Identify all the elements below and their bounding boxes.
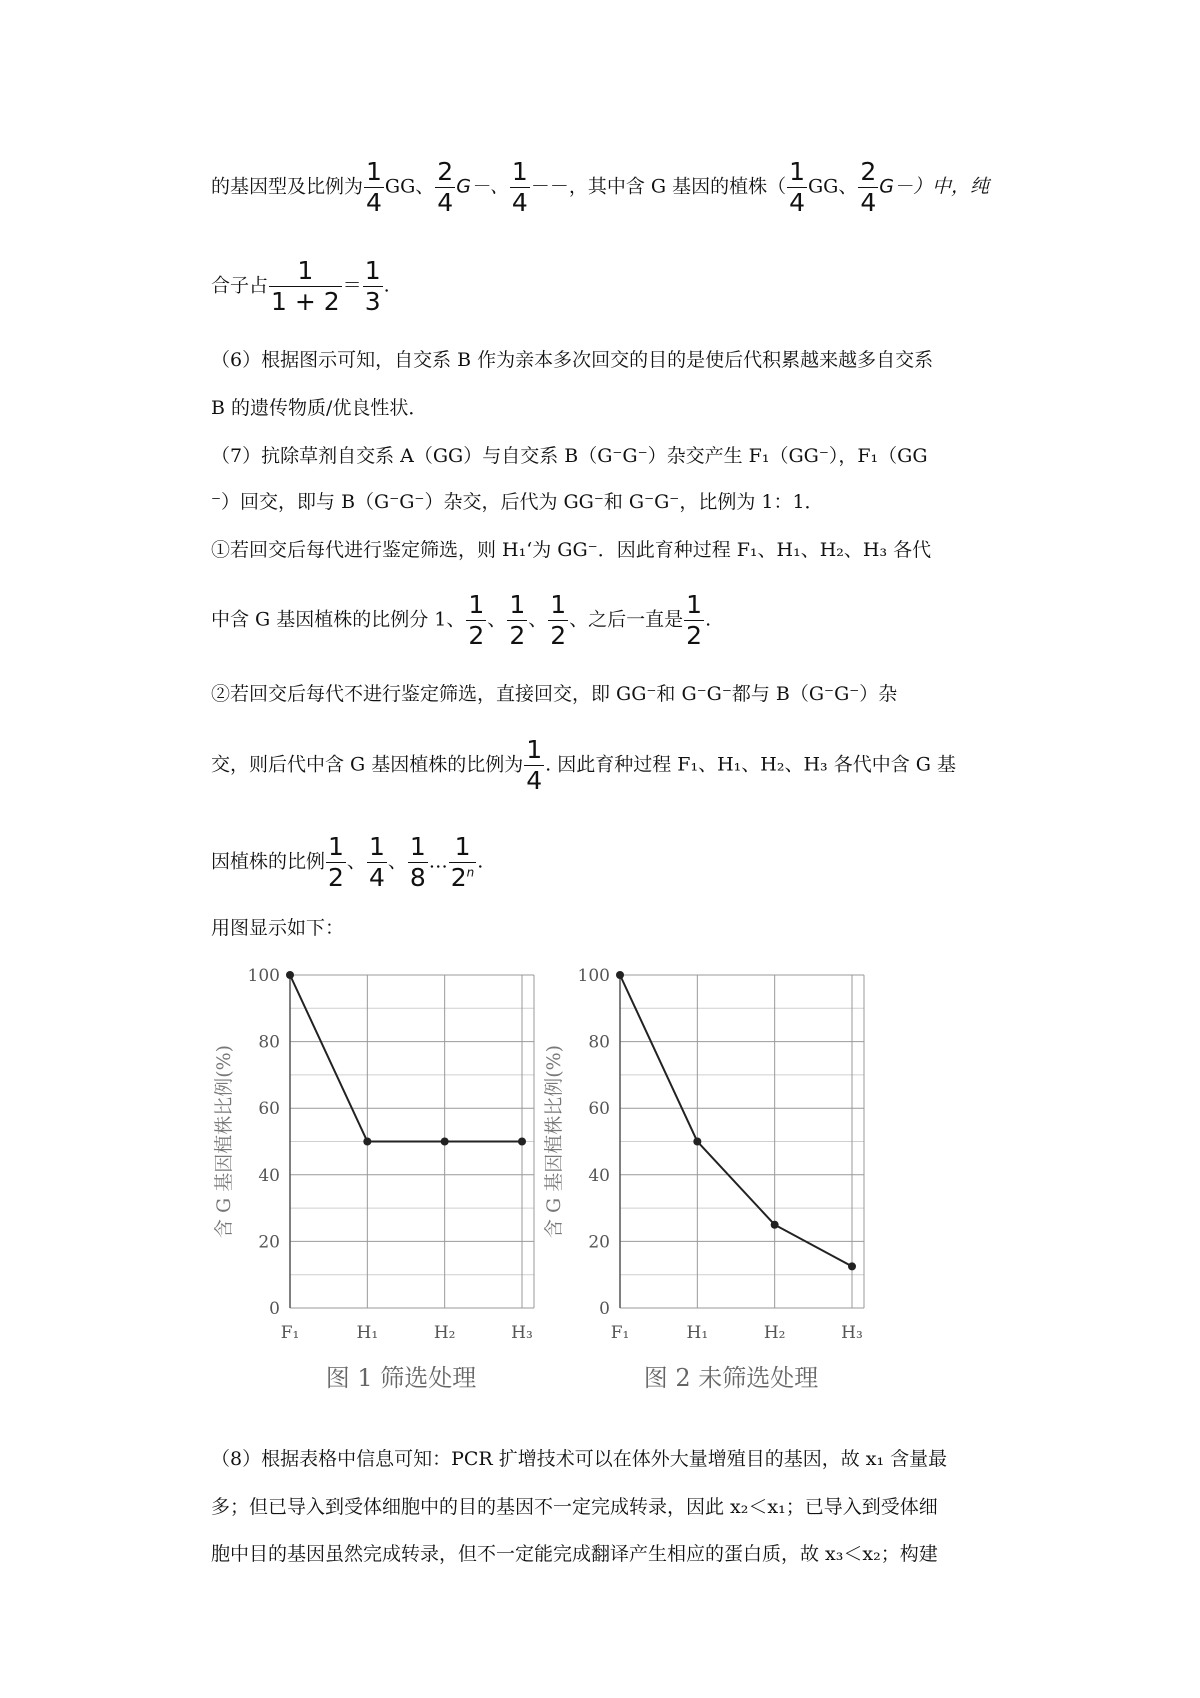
x-tick-label: F₁ (610, 1323, 630, 1343)
x-tick-label: H₃ (841, 1323, 863, 1343)
y-axis-label: 含 G 基因植株比例(%) (543, 1044, 565, 1239)
y-tick-label: 60 (258, 1099, 280, 1120)
text: 合子占 (211, 274, 269, 297)
x-tick-label: H₂ (763, 1323, 786, 1343)
text-line-11 (211, 832, 483, 893)
y-tick-label: 100 (247, 966, 280, 986)
y-tick-label: 0 (599, 1299, 610, 1319)
data-point (693, 1138, 701, 1146)
text: 、 (528, 608, 548, 631)
fraction: $\frac{1}{4}$ (368, 832, 385, 892)
data-point (771, 1221, 779, 1229)
chart-title: 图 2 未筛选处理 (643, 1364, 819, 1392)
text-line-12: 用图显示如下： (211, 917, 345, 939)
text: G－、 (456, 175, 509, 198)
y-tick-label: 80 (258, 1032, 280, 1053)
fraction: $\frac{1}{2}$ (468, 590, 485, 650)
data-point (616, 971, 624, 979)
fraction: $\frac{1}{2}$ (686, 590, 703, 650)
data-point (286, 971, 294, 979)
text-line-14: 多；但已导入到受体细胞中的目的基因不一定完成转录，因此 x₂＜x₁；已导入到受体细 (211, 1496, 938, 1518)
text: 、 (487, 608, 507, 631)
chart-1 (213, 966, 534, 1392)
chart-title: 图 1 筛选处理 (325, 1364, 477, 1392)
fraction: $\frac{1}{1 + 2}$ (271, 256, 340, 316)
fraction: $\frac{1}{3}$ (364, 256, 381, 316)
charts-figure (205, 955, 885, 1425)
text-line-3: （6）根据图示可知，自交系 B 作为亲本多次回交的目的是使后代积累越来越多自交系 (211, 349, 934, 371)
fraction: $\frac{1}{2}$ (328, 832, 344, 892)
text-line-2 (211, 256, 390, 317)
text: … (428, 850, 448, 873)
text-line-7: ①若回交后每代进行鉴定筛选，则 H₁‘为 GG⁻．因此育种过程 F₁、H₁、H₂、H₃ 各代 (211, 539, 932, 561)
text-line-8 (211, 590, 711, 651)
x-tick-label: H₁ (356, 1323, 379, 1343)
data-point (441, 1138, 449, 1146)
text-line-5: （7）抗除草剂自交系 A（GG）与自交系 B（G⁻G⁻）杂交产生 F₁（GG⁻），F₁（GG (211, 445, 928, 467)
text: GG、 (384, 175, 435, 198)
text: 中含 G 基因植株的比例分 1、 (211, 608, 466, 631)
y-tick-label: 20 (588, 1232, 610, 1253)
text: 、之后一直是 (569, 608, 684, 631)
fraction: $\frac{1}{2}$ (550, 590, 567, 650)
text: . 因此育种过程 F₁、H₁、H₂、H₃ 各代中含 G 基 (545, 753, 956, 776)
text-line-4: B 的遗传物质/优良性状． (211, 397, 428, 419)
data-point (518, 1138, 526, 1146)
series-line (620, 975, 852, 1266)
text: . (383, 274, 390, 297)
text: 的基因型及比例为 (211, 175, 364, 198)
text: G－）中，纯 (879, 175, 989, 198)
text-line-13: （8）根据表格中信息可知：PCR 扩增技术可以在体外大量增殖目的基因，故 x₁ 含量最 (211, 1448, 948, 1470)
fraction: $\frac{1}{2^n}$ (450, 832, 475, 892)
y-axis-label: 含 G 基因植株比例(%) (213, 1044, 235, 1239)
fraction: $\frac{2}{4}$ (860, 157, 877, 217)
fraction: $\frac{1}{4}$ (789, 157, 805, 217)
data-point (848, 1262, 856, 1270)
text-line-9: ②若回交后每代不进行鉴定筛选，直接回交，即 GG⁻和 G⁻G⁻都与 B（G⁻G⁻）杂 (211, 683, 898, 705)
text: 因植株的比例 (211, 850, 326, 873)
text: －－，其中含 G 基因的植株（ (530, 175, 787, 198)
y-tick-label: 40 (588, 1165, 610, 1186)
text: . (477, 850, 484, 873)
text: GG、 (808, 175, 858, 198)
fraction: $\frac{1}{2}$ (509, 590, 526, 650)
x-tick-label: F₁ (280, 1323, 300, 1343)
y-tick-label: 100 (577, 966, 610, 986)
text: 交，则后代中含 G 基因植株的比例为 (211, 753, 524, 776)
y-tick-label: 20 (258, 1232, 280, 1253)
text: 、 (346, 850, 366, 873)
text: ＝ (342, 274, 362, 297)
text: 、 (387, 850, 407, 873)
fraction: $\frac{1}{4}$ (511, 157, 528, 217)
fraction: $\frac{1}{4}$ (526, 735, 543, 795)
data-point (363, 1138, 371, 1146)
fraction: $\frac{1}{8}$ (409, 832, 426, 892)
y-tick-label: 0 (269, 1299, 280, 1319)
y-tick-label: 40 (258, 1165, 280, 1186)
fraction: $\frac{2}{4}$ (437, 157, 454, 217)
text-line-6: ⁻）回交，即与 B（G⁻G⁻）杂交，后代为 GG⁻和 G⁻G⁻，比例为 1：1． (211, 491, 824, 513)
series-line (290, 975, 522, 1142)
chart-2 (543, 966, 864, 1392)
text-line-10 (211, 735, 956, 796)
text-line-1 (211, 157, 989, 218)
x-tick-label: H₃ (511, 1323, 533, 1343)
x-tick-label: H₂ (433, 1323, 456, 1343)
x-tick-label: H₁ (686, 1323, 709, 1343)
text: . (705, 608, 712, 631)
fraction: $\frac{1}{4}$ (366, 157, 382, 217)
y-tick-label: 60 (588, 1099, 610, 1120)
y-tick-label: 80 (588, 1032, 610, 1053)
text-line-15: 胞中目的基因虽然完成转录，但不一定能完成翻译产生相应的蛋白质，故 x₃＜x₂；构建 (211, 1543, 938, 1565)
